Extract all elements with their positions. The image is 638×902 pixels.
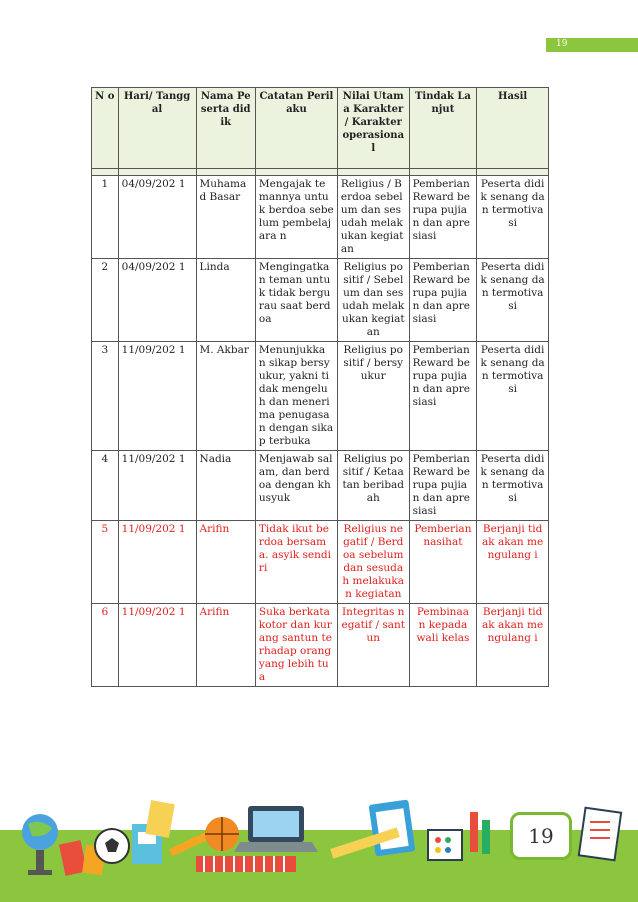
cell-value: Religius positif / Ketaatan beribadah xyxy=(337,451,409,521)
cell-result: Peserta didik senang dan termotivasi xyxy=(477,176,549,259)
cell-no: 5 xyxy=(92,521,119,604)
page-number-badge: 19 xyxy=(510,812,572,860)
cell-value: Religius / Berdoa sebelum dan sesudah melakukan kegiatan xyxy=(337,176,409,259)
crayon-icon xyxy=(470,812,490,854)
cell-behavior: Menjawab salam, dan berdoa dengan khusyuk xyxy=(255,451,337,521)
spacer-cell xyxy=(118,169,196,176)
spacer-cell xyxy=(409,169,477,176)
cell-action: Pemberian nasihat xyxy=(409,521,477,604)
laptop-icon xyxy=(234,806,318,852)
top-page-number: 19 xyxy=(556,39,568,49)
table-row-negative xyxy=(92,604,549,687)
cell-result: Berjanji tidak akan mengulang i xyxy=(477,521,549,604)
cell-value: Religius positif / bersyukur xyxy=(337,342,409,451)
cell-date: 11/09/202 1 xyxy=(118,521,196,604)
cell-name: Arifin xyxy=(196,521,255,604)
character-log-table xyxy=(91,87,549,687)
keyboard-icon xyxy=(196,856,296,872)
top-page-band xyxy=(0,38,638,52)
cell-result: Berjanji tidak akan mengulang i xyxy=(477,604,549,687)
cell-action: Pemberian Reward berupa pujian dan apresiasi xyxy=(409,176,477,259)
cell-no: 4 xyxy=(92,451,119,521)
spacer-cell xyxy=(196,169,255,176)
cell-result: Peserta didik senang dan termotivasi xyxy=(477,259,549,342)
cell-name: Muhama d Basar xyxy=(196,176,255,259)
cell-no: 1 xyxy=(92,176,119,259)
clipboard-icon xyxy=(369,799,416,856)
notepad-icon xyxy=(579,808,621,861)
cell-no: 2 xyxy=(92,259,119,342)
cell-action: Pembinaa n kepada wali kelas xyxy=(409,604,477,687)
cell-result: Peserta didik senang dan termotivasi xyxy=(477,451,549,521)
cell-date: 04/09/202 1 xyxy=(118,259,196,342)
cell-behavior: Mengingatka n teman untuk tidak bergurau saat berdoa xyxy=(255,259,337,342)
spacer-cell xyxy=(337,169,409,176)
table-row xyxy=(92,176,549,259)
globe-icon xyxy=(22,814,58,875)
cell-action: Pemberian Reward berupa pujian dan apresiasi xyxy=(409,259,477,342)
cell-behavior: Tidak ikut berdoa bersama. asyik sendiri xyxy=(255,521,337,604)
col-header-action: Tindak Lanjut xyxy=(409,88,477,169)
table-row xyxy=(92,451,549,521)
cell-value: Integritas negatif / santun xyxy=(337,604,409,687)
cell-value: Religius negatif / Berdoa sebelum dan sesudah melakukan kegiatan xyxy=(337,521,409,604)
cell-name: M. Akbar xyxy=(196,342,255,451)
table-row xyxy=(92,259,549,342)
cell-date: 04/09/202 1 xyxy=(118,176,196,259)
col-header-value: Nilai Utama Karakter / Karakter operasiona l xyxy=(337,88,409,169)
spacer-cell xyxy=(92,169,119,176)
top-page-tab xyxy=(546,38,638,52)
col-header-no: N o xyxy=(92,88,119,169)
cell-name: Nadia xyxy=(196,451,255,521)
col-header-behavior: Catatan Perilaku xyxy=(255,88,337,169)
cell-action: Pemberian Reward berupa pujian dan apresiasi xyxy=(409,451,477,521)
notebook-icon xyxy=(132,800,175,864)
cell-name: Arifin xyxy=(196,604,255,687)
col-header-result: Hasil xyxy=(477,88,549,169)
paint-palette-icon xyxy=(428,830,462,860)
cell-behavior: Suka berkata kotor dan kurang santun terhadap orang yang lebih tua xyxy=(255,604,337,687)
header-spacer-row xyxy=(92,169,549,176)
col-header-date: Hari/ Tanggal xyxy=(118,88,196,169)
cell-behavior: Menunjukka n sikap bersyukur, yakni tidak mengeluh dan menerima penugasan dengan sikap terbuka xyxy=(255,342,337,451)
spacer-cell xyxy=(255,169,337,176)
table-row-negative xyxy=(92,521,549,604)
col-header-name: Nama Peserta didik xyxy=(196,88,255,169)
cell-action: Pemberian Reward berupa pujian dan apresiasi xyxy=(409,342,477,451)
cell-date: 11/09/202 1 xyxy=(118,604,196,687)
cell-result: Peserta didik senang dan termotivasi xyxy=(477,342,549,451)
cell-behavior: Mengajak temannya untuk berdoa sebelum pembelajara n xyxy=(255,176,337,259)
cell-date: 11/09/202 1 xyxy=(118,451,196,521)
table-header-row xyxy=(92,88,549,169)
cell-value: Religius positif / Sebelum dan sesudah melakukan kegiatan xyxy=(337,259,409,342)
basketball-icon xyxy=(205,817,239,851)
spacer-cell xyxy=(477,169,549,176)
cell-no: 3 xyxy=(92,342,119,451)
table-row xyxy=(92,342,549,451)
top-band-left xyxy=(0,38,546,52)
cell-date: 11/09/202 1 xyxy=(118,342,196,451)
soccer-ball-icon xyxy=(95,829,129,863)
cell-name: Linda xyxy=(196,259,255,342)
cell-no: 6 xyxy=(92,604,119,687)
